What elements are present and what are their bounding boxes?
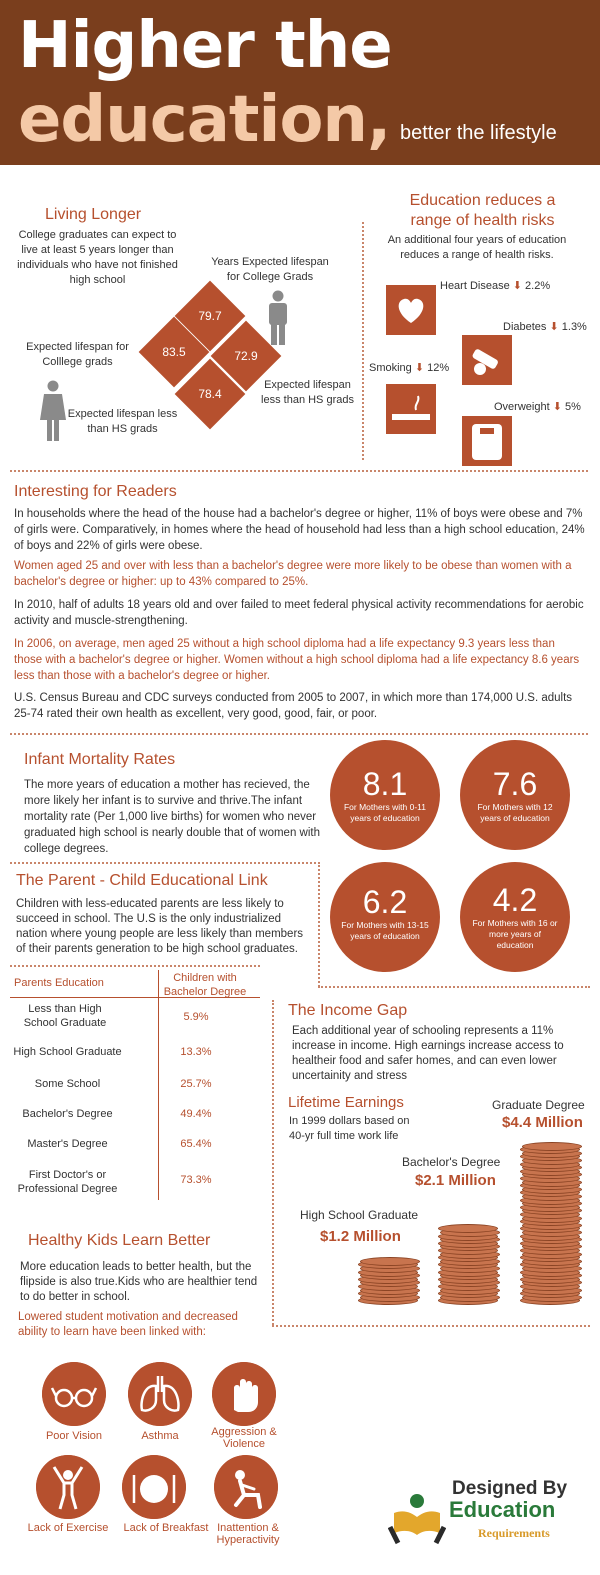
- table-header-rule: [10, 997, 260, 998]
- divider-vertical-top: [362, 222, 364, 460]
- health-risks-heading-line1: Education reduces a: [409, 192, 556, 209]
- living-longer-heading: Living Longer: [45, 206, 142, 223]
- divider-table: [10, 965, 260, 967]
- coin: [522, 1142, 582, 1151]
- income-heading: The Income Gap: [288, 1002, 408, 1019]
- health-risks-heading-line2: range of health risks: [410, 212, 555, 229]
- interesting-p3: In 2010, half of adults 18 years old and over failed to meet federal physical activity recommendations for aerobic activity and muscle-strengthening.: [14, 599, 584, 627]
- table-row-value: 25.7%: [180, 1078, 212, 1090]
- highschool-label: High School Graduate: [300, 1208, 419, 1222]
- interesting-p4: In 2006, on average, men aged 25 without a high school diploma had a life expectancy 9.3 years less than those with a bachelor's degree or higher. Women without a high school diploma had a life expectancy 8.6 years less than those with a bachelor's degree or higher.: [14, 638, 580, 682]
- fist-icon: [212, 1362, 276, 1426]
- overweight-label: [494, 400, 581, 413]
- coin-stacks: [350, 1130, 595, 1320]
- table-row-parent: Less than High School Graduate: [23, 1003, 107, 1029]
- infant-circle-value: 8.1: [362, 766, 408, 802]
- table-row-value: 73.3%: [180, 1174, 212, 1186]
- down-arrow-icon: ⬇: [414, 362, 425, 374]
- infant-circle-4: [460, 862, 570, 972]
- lifetime-earnings-heading: Lifetime Earnings: [288, 1094, 404, 1111]
- living-longer-intro: College graduates can expect to live at least 5 years longer than individuals who have not finished high school: [17, 229, 178, 286]
- divider-1: [10, 470, 588, 472]
- divider-3: [10, 862, 320, 864]
- divider-4: [318, 986, 590, 988]
- brand-text: Education: [449, 1497, 556, 1522]
- interesting-p5: U.S. Census Bureau and CDC surveys conducted from 2005 to 2007, in which more than 174,000 U.S. adults 25-74 rated their own health as excellent, very good, good, fair, or poor.: [14, 692, 573, 720]
- lifetime-earnings-text: In 1999 dollars based on 40-yr full time work life: [289, 1115, 410, 1142]
- value-less-hs-bottom: 78.4: [198, 387, 222, 401]
- divider-2: [10, 733, 588, 735]
- divider-vertical-mid: [318, 862, 320, 987]
- value-college-years: 79.7: [198, 309, 222, 323]
- table-row-value: 5.9%: [183, 1011, 209, 1023]
- interesting-heading: Interesting for Readers: [14, 483, 177, 500]
- poor-vision-label: Poor Vision: [45, 1430, 103, 1442]
- smoking-label: [369, 361, 449, 374]
- title-line-2: education,: [18, 83, 391, 157]
- healthy-kids-subtext: Lowered student motivation and decreased ability to learn have been linked with:: [18, 1311, 238, 1338]
- overweight-text: Overweight: [494, 401, 550, 413]
- heart-disease-label: [440, 279, 550, 292]
- table-row-value: 49.4%: [180, 1108, 212, 1120]
- coin: [360, 1257, 420, 1266]
- label-less-hs-bottom: Expected lifespan less than HS grads: [67, 408, 178, 435]
- table-row-parent: Master's Degree: [27, 1138, 108, 1150]
- health-risks-heading: [365, 191, 600, 231]
- person-arms-up-icon: [36, 1455, 100, 1519]
- designed-by-text: Designed By: [452, 1478, 568, 1499]
- table-row-value: 65.4%: [180, 1138, 212, 1150]
- diabetes-label: [503, 320, 587, 333]
- diabetes-value: 1.3%: [561, 321, 587, 333]
- infant-circle-caption: For Mothers with 13-15 years of education: [341, 920, 429, 941]
- label-college: Expected lifespan for Colllege grads: [26, 341, 129, 368]
- cigarette-icon: [386, 384, 436, 434]
- interesting-p1: In households where the head of the house had a bachelor's degree or higher, 11% of boys were obese and 7% of girls were. Comparatively, in homes where the head of household had less than a high school education, 24% of boys and 22% of girls were obese.: [14, 508, 585, 552]
- education-logo-icon: [388, 1487, 446, 1545]
- infant-circle-value: 4.2: [492, 882, 538, 918]
- infant-circle-value: 7.6: [492, 766, 538, 802]
- title-line-1: Higher the: [18, 9, 392, 83]
- table-col-divider: [158, 970, 159, 1200]
- table-row-parent: First Doctor's or Professional Degree: [17, 1169, 118, 1195]
- graduate-value: $4.4 Million: [502, 1114, 583, 1131]
- infant-heading: Infant Mortality Rates: [24, 751, 176, 768]
- lack-of-breakfast-label: Lack of Breakfast: [123, 1522, 209, 1534]
- infant-text: The more years of education a mother has recieved, the more likely her infant is to survive and thrive.The infant mortality rate (Per 1,000 live births) for women who never graduated high school is nearly double that of women with college degrees.: [24, 779, 320, 855]
- healthy-kids-text: More education leads to better health, but the flipside is also true.Kids who are healthier tend to do better in school.: [20, 1261, 258, 1303]
- inattention-label: Inattention & Hyperactivity: [216, 1522, 280, 1546]
- income-text: Each additional year of schooling represents a 11% increase in income. High earnings increase access to healtheir food and safer homes, and can even lower uncertainity and stress: [292, 1025, 564, 1082]
- aggression-label: Aggression & Violence: [211, 1426, 277, 1450]
- graduate-label: Graduate Degree: [492, 1098, 585, 1112]
- brand-sub-text: Requirements: [478, 1526, 550, 1540]
- sitting-person-icon: [214, 1455, 278, 1519]
- infant-circle-3: [330, 862, 440, 972]
- interesting-p2: Women aged 25 and over with less than a bachelor's degree were more likely to be obese than women with a bachelor's degree or higher: up to 43% compared to 25%.: [14, 560, 572, 588]
- heart-disease-value: 2.2%: [525, 280, 551, 292]
- bachelor-value: $2.1 Million: [415, 1172, 496, 1189]
- down-arrow-icon: ⬇: [549, 321, 559, 333]
- parent-child-text: Children with less-educated parents are less likely to succeed in school. The U.S is the only industrialized nation where young people are less likely than members of their parents generation to be high school graduates.: [16, 898, 304, 955]
- overweight-value: 5%: [564, 401, 581, 413]
- table-col1-header: Parents Education: [14, 977, 104, 989]
- plate-icon: [122, 1455, 186, 1519]
- health-risks-intro: An additional four years of education reduces a range of health risks.: [387, 234, 567, 261]
- infant-circle-caption: For Mothers with 12 years of education: [477, 802, 553, 823]
- table-row-parent: Some School: [34, 1078, 101, 1090]
- male-figure-icon: [265, 290, 291, 346]
- smoking-text: Smoking: [369, 362, 412, 374]
- infant-circle-1: [330, 740, 440, 850]
- table-row-parent: High School Graduate: [13, 1046, 122, 1058]
- divider-vertical-income: [272, 1000, 274, 1325]
- value-college: 83.5: [162, 345, 186, 359]
- parent-child-heading: The Parent - Child Educational Link: [16, 872, 268, 889]
- down-arrow-icon: ⬇: [552, 401, 562, 413]
- smoking-value: 12%: [427, 362, 450, 374]
- female-figure-icon: [38, 380, 68, 442]
- infant-circle-caption: For Mothers with 0-11 years of education: [343, 802, 427, 823]
- table-row-parent: Bachelor's Degree: [22, 1108, 113, 1120]
- asthma-label: Asthma: [141, 1430, 179, 1442]
- heart-disease-text: Heart Disease: [440, 280, 510, 292]
- lack-of-exercise-label: Lack of Exercise: [27, 1522, 109, 1534]
- scale-icon: [462, 416, 512, 466]
- label-less-hs-right: Expected lifespan less than HS grads: [261, 379, 354, 406]
- table-col2-header: Children with Bachelor Degree: [163, 972, 247, 998]
- healthy-kids-heading: Healthy Kids Learn Better: [28, 1232, 211, 1249]
- lungs-icon: [128, 1362, 192, 1426]
- diabetes-text: Diabetes: [503, 321, 547, 333]
- title-subline: better the lifestyle: [400, 122, 557, 144]
- down-arrow-icon: ⬇: [512, 280, 522, 292]
- insulin-icon: [462, 335, 512, 385]
- infant-circle-caption: For Mothers with 16 or more years of education: [472, 918, 558, 950]
- bachelor-label: Bachelor's Degree: [402, 1155, 501, 1169]
- glasses-icon: [42, 1362, 106, 1426]
- label-years-college: Years Expected lifespan for College Grads: [211, 256, 329, 283]
- heart-hands-icon: [386, 285, 436, 335]
- divider-income-bottom: [272, 1325, 590, 1327]
- highschool-value: $1.2 Million: [320, 1228, 401, 1245]
- value-less-hs-right: 72.9: [234, 349, 258, 363]
- infant-circle-2: [460, 740, 570, 850]
- infant-circle-value: 6.2: [362, 884, 408, 920]
- table-row-value: 13.3%: [180, 1046, 212, 1058]
